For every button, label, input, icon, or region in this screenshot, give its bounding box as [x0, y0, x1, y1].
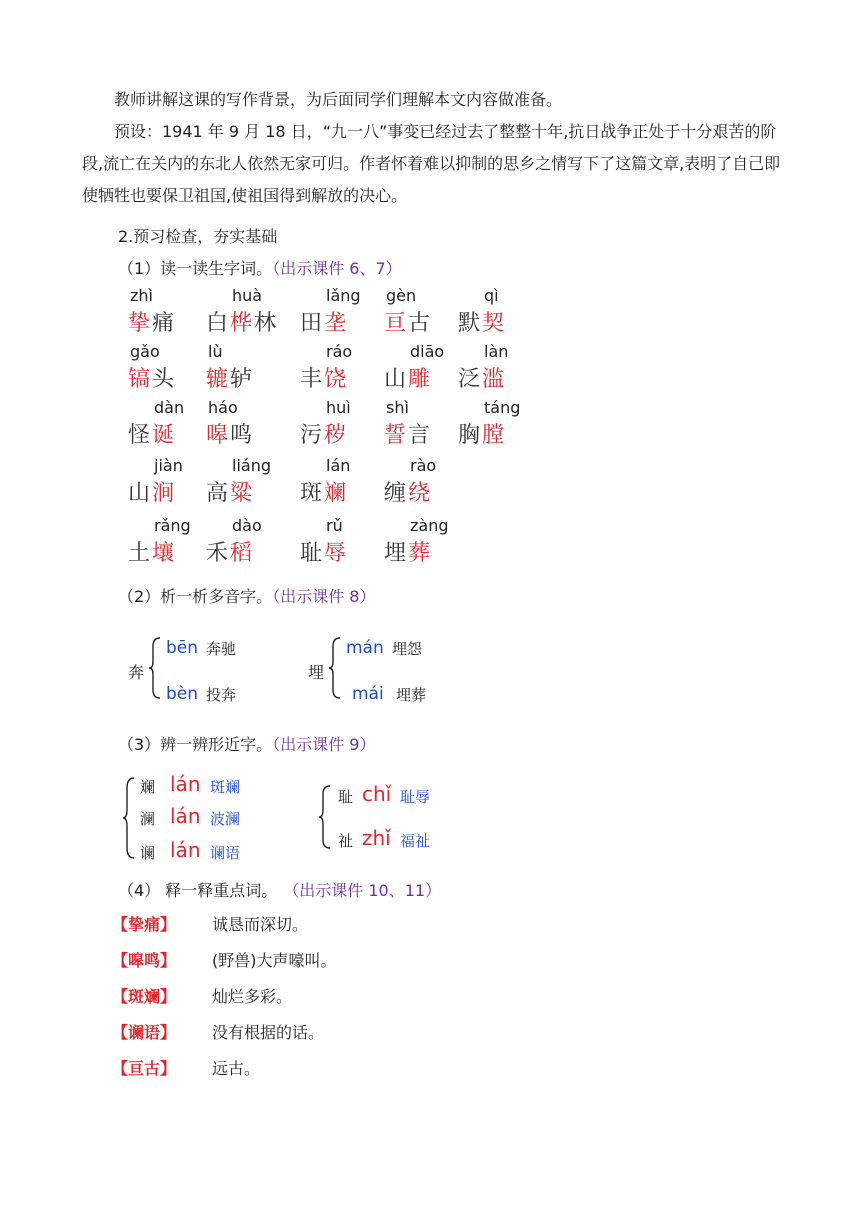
term-item — [112, 1056, 260, 1079]
vocab-word — [206, 342, 296, 394]
similar-char: 耻 — [338, 788, 354, 806]
vocab-characters — [300, 418, 348, 449]
vocab-key-char: 辱 — [324, 541, 349, 566]
vocab-plain-char: 林 — [254, 311, 279, 336]
vocab-word — [128, 456, 218, 508]
vocab-plain-char: 埋 — [384, 541, 409, 566]
vocab-characters — [128, 306, 176, 337]
vocab-characters — [384, 418, 432, 449]
vocab-word — [128, 342, 218, 394]
vocab-pinyin: háo — [208, 398, 238, 417]
similar-word: 斑斓 — [210, 778, 241, 796]
term-definition: 没有根据的话。 — [212, 1023, 325, 1042]
term-key: 【亘古】 — [112, 1059, 177, 1078]
vocab-plain-char: 轳 — [230, 367, 255, 392]
vocab-pinyin: rǔ — [326, 516, 343, 535]
vocab-key-char: 膛 — [482, 423, 507, 448]
vocab-key-char: 壤 — [152, 541, 177, 566]
vocab-pinyin: gǎo — [130, 342, 160, 361]
vocab-characters — [300, 476, 348, 507]
term-definition: 灿烂多彩。 — [212, 987, 293, 1006]
part1-heading — [118, 256, 402, 279]
vocab-word — [300, 516, 390, 568]
vocab-word — [300, 286, 390, 338]
vocab-key-char: 垄 — [324, 311, 349, 336]
part4-title: （4） 释一释重点词。 — [118, 881, 278, 900]
vocab-key-char: 饶 — [324, 367, 349, 392]
vocab-pinyin: diāo — [410, 342, 445, 361]
vocab-characters — [206, 476, 254, 507]
vocab-plain-char: 言 — [408, 423, 433, 448]
term-definition: 远古。 — [212, 1059, 261, 1078]
vocab-pinyin: qì — [484, 286, 499, 305]
vocab-pinyin: rào — [410, 456, 437, 475]
polyphone-char: 奔 — [128, 663, 145, 682]
similar-pinyin: lán — [170, 804, 201, 828]
polyphone-pinyin: mán — [346, 638, 384, 658]
term-item — [112, 1020, 324, 1043]
vocab-plain-char: 山 — [384, 367, 409, 392]
vocab-characters — [384, 536, 432, 567]
intro-line: 教师讲解这课的写作背景，为后面同学们理解本文内容做准备。 — [114, 90, 563, 109]
similar-char: 祉 — [338, 832, 354, 850]
vocab-pinyin: gèn — [386, 286, 417, 305]
vocab-key-char: 契 — [482, 311, 507, 336]
vocab-characters — [458, 418, 506, 449]
vocab-word — [206, 516, 296, 568]
polyphone-word: 投奔 — [206, 686, 237, 704]
vocab-key-char: 粱 — [230, 481, 255, 506]
vocab-word — [206, 398, 296, 450]
vocab-plain-char: 头 — [152, 367, 177, 392]
vocab-plain-char: 鸣 — [230, 423, 255, 448]
vocab-key-char: 斓 — [324, 481, 349, 506]
vocab-characters — [458, 362, 506, 393]
vocab-pinyin: zhì — [130, 286, 153, 305]
part3-hint: （出示课件 9） — [272, 735, 376, 754]
vocab-word — [300, 398, 390, 450]
vocab-characters — [384, 362, 432, 393]
vocab-characters — [300, 536, 348, 567]
similar-char: 澜 — [140, 810, 156, 828]
vocab-plain-char: 缠 — [384, 481, 409, 506]
vocab-word — [458, 342, 548, 394]
brace-icon — [122, 776, 136, 860]
vocab-characters — [384, 306, 432, 337]
similar-word: 谰语 — [210, 844, 241, 862]
vocab-word — [206, 286, 296, 338]
part4-heading — [118, 878, 441, 901]
similar-word: 耻辱 — [400, 788, 431, 806]
similar-pinyin: chǐ — [362, 782, 392, 806]
similar-pinyin: lán — [170, 772, 201, 796]
vocab-pinyin: huà — [232, 286, 263, 305]
vocab-pinyin: zàng — [410, 516, 449, 535]
vocab-key-char: 桦 — [230, 311, 255, 336]
polyphone-word: 奔驰 — [206, 640, 237, 658]
vocab-characters — [128, 476, 176, 507]
vocab-pinyin: liáng — [232, 456, 271, 475]
polyphone-word: 埋葬 — [396, 686, 427, 704]
term-key: 【谰语】 — [112, 1023, 177, 1042]
polyphone-pinyin: mái — [352, 684, 384, 704]
part3-title: （3）辨一辨形近字。 — [118, 735, 273, 754]
part2-heading — [118, 584, 375, 607]
section-title: 2.预习检查，夯实基础 — [118, 227, 278, 246]
term-item — [112, 948, 337, 971]
vocab-word — [128, 286, 218, 338]
brace-icon — [318, 784, 332, 850]
vocab-plain-char: 高 — [206, 481, 231, 506]
vocab-key-char: 辘 — [206, 367, 231, 392]
polyphone-char: 埋 — [308, 663, 325, 682]
vocab-key-char: 亘 — [384, 311, 409, 336]
vocab-key-char: 绕 — [408, 481, 433, 506]
similar-pinyin: lán — [170, 838, 201, 862]
vocab-characters — [206, 418, 254, 449]
vocab-key-char: 葬 — [408, 541, 433, 566]
vocab-pinyin: ráo — [326, 342, 353, 361]
similar-char: 谰 — [140, 844, 156, 862]
vocab-word — [128, 516, 218, 568]
part2-hint: （出示课件 8） — [272, 587, 376, 606]
vocab-plain-char: 胸 — [458, 423, 483, 448]
vocab-plain-char: 山 — [128, 481, 153, 506]
vocab-pinyin: rǎng — [154, 516, 191, 535]
term-key: 【挚痛】 — [112, 915, 177, 934]
similar-word: 波澜 — [210, 810, 241, 828]
vocab-word — [384, 456, 474, 508]
vocab-plain-char: 丰 — [300, 367, 325, 392]
vocab-characters — [384, 476, 432, 507]
vocab-plain-char: 痛 — [152, 311, 177, 336]
part2-title: （2）析一析多音字。 — [118, 587, 273, 606]
similar-word: 福祉 — [400, 832, 431, 850]
vocab-plain-char: 默 — [458, 311, 483, 336]
part4-hint: （出示课件 10、11） — [291, 881, 442, 900]
term-item — [112, 912, 308, 935]
vocab-plain-char: 污 — [300, 423, 325, 448]
vocab-word — [206, 456, 296, 508]
vocab-pinyin: lǎng — [326, 286, 361, 305]
vocab-plain-char: 白 — [206, 311, 231, 336]
preset-paragraph: 预设：1941 年 9 月 18 日，“九一八”事变已经过去了整整十年,抗日战争正处于十分艰苦的阶段,流亡在关内的东北人依然无家可归。作者怀着难以抑制的思乡之情写下了这篇文章,表明了自己即使牺牲也要保卫祖国,使祖国得到解放的决心。 — [82, 122, 781, 205]
vocab-word — [128, 398, 218, 450]
term-definition: 诚恳而深切。 — [212, 915, 309, 934]
vocab-plain-char: 怪 — [128, 423, 153, 448]
vocab-characters — [128, 362, 176, 393]
vocab-plain-char: 田 — [300, 311, 325, 336]
vocab-word — [458, 398, 548, 450]
vocab-key-char: 秽 — [324, 423, 349, 448]
similar-pinyin: zhǐ — [362, 826, 391, 850]
vocab-key-char: 嗥 — [206, 423, 231, 448]
vocab-plain-char: 耻 — [300, 541, 325, 566]
term-key: 【斑斓】 — [112, 987, 177, 1006]
vocab-plain-char: 禾 — [206, 541, 231, 566]
vocab-pinyin: shì — [386, 398, 409, 417]
vocab-pinyin: táng — [484, 398, 521, 417]
vocab-characters — [128, 418, 176, 449]
vocab-characters — [206, 536, 254, 567]
vocab-pinyin: lán — [326, 456, 351, 475]
vocab-key-char: 镐 — [128, 367, 153, 392]
vocab-plain-char: 泛 — [458, 367, 483, 392]
vocab-key-char: 誓 — [384, 423, 409, 448]
vocab-key-char: 稻 — [230, 541, 255, 566]
polyphone-pinyin: bēn — [166, 638, 199, 658]
vocab-key-char: 滥 — [482, 367, 507, 392]
polyphone-pinyin: bèn — [166, 684, 199, 704]
term-key: 【嗥鸣】 — [112, 951, 177, 970]
vocab-plain-char: 土 — [128, 541, 153, 566]
vocab-pinyin: lù — [208, 342, 223, 361]
term-item — [112, 984, 292, 1007]
vocab-pinyin: dào — [232, 516, 262, 535]
vocab-pinyin: jiàn — [154, 456, 183, 475]
vocab-key-char: 雕 — [408, 367, 433, 392]
polyphone-word: 埋怨 — [392, 640, 423, 658]
vocab-characters — [458, 306, 506, 337]
vocab-word — [384, 516, 474, 568]
vocab-characters — [206, 362, 254, 393]
vocab-word — [300, 456, 390, 508]
vocab-characters — [300, 362, 348, 393]
vocab-characters — [206, 306, 278, 337]
vocab-plain-char: 古 — [408, 311, 433, 336]
brace-icon — [148, 636, 162, 700]
vocab-characters — [300, 306, 348, 337]
vocab-key-char: 挚 — [128, 311, 153, 336]
vocab-pinyin: huì — [326, 398, 351, 417]
vocab-key-char: 诞 — [152, 423, 177, 448]
vocab-word — [300, 342, 390, 394]
vocab-plain-char: 斑 — [300, 481, 325, 506]
vocab-key-char: 涧 — [152, 481, 177, 506]
vocab-word — [458, 286, 548, 338]
vocab-pinyin: dàn — [154, 398, 185, 417]
part3-heading — [118, 732, 375, 755]
vocab-pinyin: làn — [484, 342, 509, 361]
brace-icon — [328, 636, 342, 700]
vocab-characters — [128, 536, 176, 567]
similar-char: 斓 — [140, 778, 156, 796]
part1-title: （1）读一读生字词。 — [118, 259, 273, 278]
part1-hint: （出示课件 6、7） — [272, 259, 402, 278]
term-definition: (野兽)大声嚎叫。 — [212, 951, 337, 970]
